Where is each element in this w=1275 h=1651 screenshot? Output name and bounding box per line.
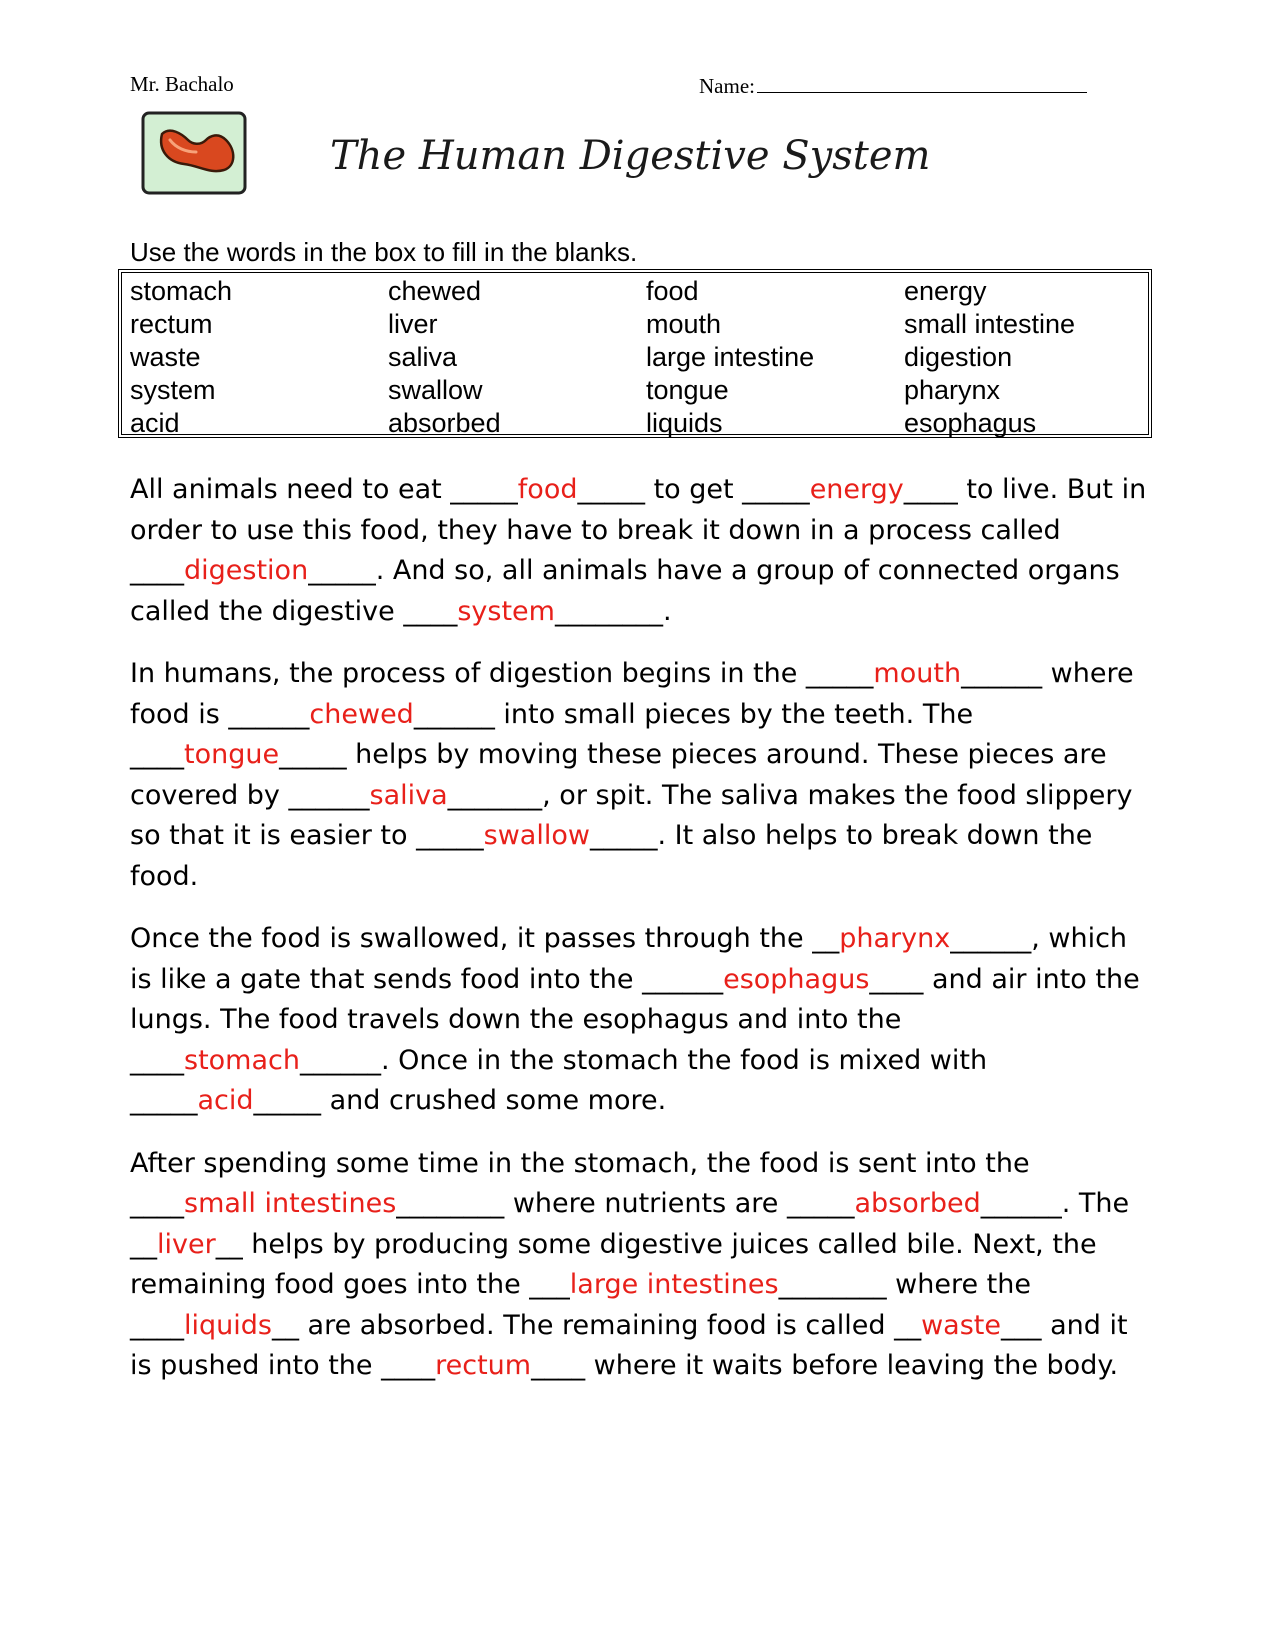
answer-word: mouth: [873, 658, 962, 689]
word-bank-item: rectum: [130, 309, 213, 339]
word-bank-item: waste: [130, 342, 201, 372]
paragraph: [130, 470, 1150, 632]
word-bank-item: large intestine: [646, 342, 815, 372]
word-bank-item: absorbed: [388, 408, 501, 438]
word-bank-item: digestion: [904, 342, 1013, 372]
paragraph: [130, 654, 1150, 897]
paragraph-text: _____ and crushed some more.: [253, 1085, 667, 1116]
paragraph-text: ______. Once in the stomach the food is mixed with _____: [130, 1044, 988, 1116]
paragraph-text: ________ where the ____: [130, 1269, 1031, 1341]
paragraph-text: ____ and air into the lungs. The food travels down the esophagus and into the ____: [130, 963, 1140, 1076]
paragraph-text: After spending some time in the stomach, the food is sent into the ____: [130, 1147, 1030, 1219]
paragraph-text: _____ to get _____: [577, 474, 810, 505]
word-bank-item: liquids: [646, 408, 723, 438]
word-bank-item: tongue: [646, 375, 729, 405]
answer-word: esophagus: [723, 963, 870, 995]
paragraph-text: ____ to live. But in order to use this food, they have to break it down in a process called ____: [130, 474, 1147, 586]
stomach-icon: [140, 110, 248, 196]
paragraph-text: ______, which is like a gate that sends food into the ______: [130, 923, 1128, 995]
paragraph-text: In humans, the process of digestion begins in the _____: [130, 658, 874, 689]
answer-word: swallow: [483, 820, 590, 851]
paragraph-text: _______, or spit. The saliva makes the food slippery so that it is easier to _____: [130, 779, 1133, 851]
word-bank-item: food: [646, 276, 699, 306]
paragraph-text: ____ where it waits before leaving the body.: [531, 1350, 1119, 1381]
answer-word: absorbed: [854, 1188, 981, 1219]
paragraph-text: _____ helps by moving these pieces around. These pieces are covered by ______: [130, 739, 1107, 811]
answer-word: liver: [157, 1228, 216, 1260]
paragraph: [130, 919, 1150, 1122]
page-title: [330, 113, 931, 199]
paragraph-text: ______. The __: [130, 1188, 1130, 1260]
answer-word: food: [517, 474, 578, 505]
answer-word: stomach: [184, 1044, 300, 1076]
name-label: Name:: [699, 74, 755, 98]
answer-word: energy: [809, 474, 904, 505]
name-blank-line: [757, 72, 1087, 93]
word-bank-item: small intestine: [904, 309, 1076, 339]
word-bank-item: esophagus: [904, 408, 1037, 438]
answer-word: system: [457, 595, 555, 627]
paragraph-text: All animals need to eat _____: [130, 474, 518, 505]
teacher-name: Mr. Bachalo: [130, 72, 234, 96]
answer-word: small intestines: [184, 1188, 397, 1219]
paragraph-text: _____. And so, all animals have a group of connected organs called the digestive ____: [130, 555, 1120, 627]
instructions: Use the words in the box to fill in the blanks.: [130, 237, 638, 267]
word-bank-grid: [130, 275, 1140, 440]
name-field: [699, 72, 1087, 99]
fill-in-passage: [130, 470, 1150, 1409]
paragraph-text: ______ into small pieces by the teeth. The ____: [130, 698, 974, 770]
word-bank-box: [118, 269, 1152, 438]
word-bank-item: chewed: [388, 276, 482, 306]
paragraph-text: ______ where food is ______: [130, 658, 1134, 730]
answer-word: large intestines: [569, 1269, 779, 1300]
word-bank-item: stomach: [130, 276, 233, 306]
word-bank-item: system: [130, 375, 216, 405]
paragraph-text: __ helps by producing some digestive juices called bile. Next, the remaining food goes into the ___: [130, 1228, 1097, 1300]
word-bank-item: pharynx: [904, 375, 1001, 405]
word-bank-item: energy: [904, 276, 987, 306]
answer-word: tongue: [184, 739, 280, 770]
word-bank-item: saliva: [388, 342, 458, 372]
answer-word: digestion: [184, 555, 309, 586]
answer-word: saliva: [369, 779, 448, 811]
answer-word: rectum: [435, 1350, 532, 1381]
word-bank-item: swallow: [388, 375, 483, 405]
answer-word: waste: [921, 1309, 1001, 1341]
paragraph-text: Once the food is swallowed, it passes through the __: [130, 923, 840, 954]
word-bank-item: mouth: [646, 309, 722, 339]
paragraph-text: __ are absorbed. The remaining food is called __: [271, 1309, 922, 1341]
paragraph-text: _____. It also helps to break down the food.: [130, 820, 1093, 892]
paragraph: [130, 1144, 1150, 1387]
answer-word: acid: [197, 1085, 254, 1116]
word-bank-item: liver: [388, 309, 438, 339]
answer-word: liquids: [184, 1309, 272, 1341]
paragraph-text: ________.: [554, 595, 672, 627]
title-text: The Human Digestive System: [330, 133, 931, 179]
paragraph-text: ________ where nutrients are _____: [396, 1188, 855, 1219]
word-bank-item: acid: [130, 408, 180, 438]
answer-word: pharynx: [839, 923, 951, 954]
paragraph-text: ___ and it is pushed into the ____: [130, 1309, 1128, 1381]
answer-word: chewed: [309, 698, 414, 730]
